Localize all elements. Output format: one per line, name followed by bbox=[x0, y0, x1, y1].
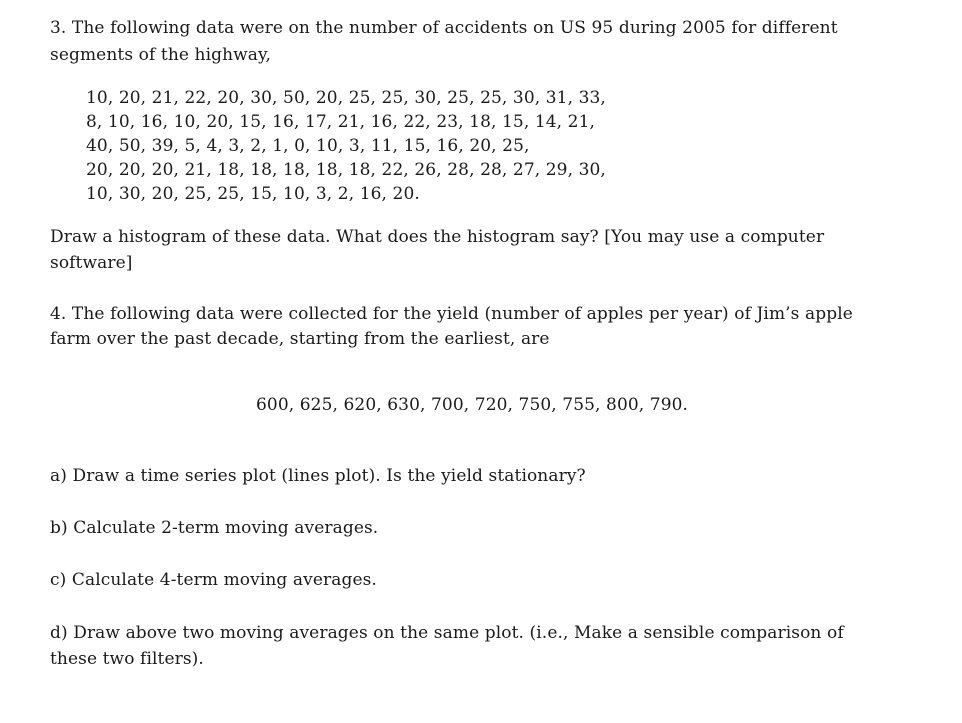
q4-part-b: b) Calculate 2-term moving averages. bbox=[50, 518, 379, 538]
q4-part-d-line2: these two filters). bbox=[50, 649, 204, 669]
q4-part-c: c) Calculate 4-term moving averages. bbox=[50, 570, 377, 590]
q3-data-line-3: 40, 50, 39, 5, 4, 3, 2, 1, 0, 10, 3, 11, 15, 16, 20, 25, bbox=[86, 136, 530, 156]
q4-part-a: a) Draw a time series plot (lines plot). Is the yield stationary? bbox=[50, 466, 586, 486]
q4-intro-line1: 4. The following data were collected for the yield (number of apples per year) of Jim’s apple bbox=[50, 304, 853, 324]
q3-data-line-1: 10, 20, 21, 22, 20, 30, 50, 20, 25, 25, 30, 25, 25, 30, 31, 33, bbox=[86, 88, 606, 108]
q4-data-line: 600, 625, 620, 630, 700, 720, 750, 755, 800, 790. bbox=[256, 395, 689, 415]
q3-intro-line1: 3. The following data were on the number of accidents on US 95 during 2005 for different bbox=[50, 18, 838, 38]
q4-part-d-line1: d) Draw above two moving averages on the same plot. (i.e., Make a sensible comparison of bbox=[50, 623, 844, 643]
q4-intro-line2: farm over the past decade, starting from the earliest, are bbox=[50, 329, 550, 349]
q3-intro-line2: segments of the highway, bbox=[50, 45, 271, 65]
q3-task-line1: Draw a histogram of these data. What does the histogram say? [You may use a computer bbox=[50, 227, 825, 247]
q3-data-line-2: 8, 10, 16, 10, 20, 15, 16, 17, 21, 16, 22, 23, 18, 15, 14, 21, bbox=[86, 112, 596, 132]
q3-task-line2: software] bbox=[50, 253, 133, 273]
q3-data-line-4: 20, 20, 20, 21, 18, 18, 18, 18, 18, 22, 26, 28, 28, 27, 29, 30, bbox=[86, 160, 606, 180]
q3-data-line-5: 10, 30, 20, 25, 25, 15, 10, 3, 2, 16, 20. bbox=[86, 184, 420, 204]
